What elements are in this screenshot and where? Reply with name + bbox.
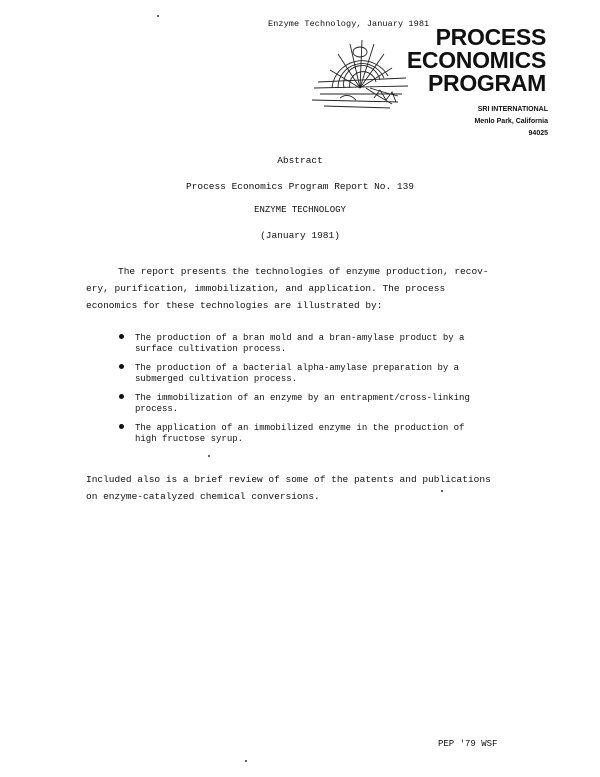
list-item <box>116 363 526 385</box>
organization-zip: 94025 <box>528 130 548 137</box>
report-date: (January 1981) <box>260 230 340 241</box>
paragraph-line: economics for these technologies are illustrated by: <box>86 300 383 311</box>
list-item-line: process. <box>135 404 179 414</box>
closing-paragraph <box>86 471 526 505</box>
list-item <box>116 333 526 355</box>
paragraph-line: The report presents the technologies of enzyme production, recov- <box>118 266 489 277</box>
intro-paragraph <box>86 263 516 314</box>
organization-address <box>420 104 548 140</box>
bullet-icon <box>119 394 124 399</box>
list-item-line: The immobilization of an enzyme by an entrapment/cross-linking <box>135 393 470 403</box>
scan-speck <box>208 455 210 457</box>
bullet-list <box>116 333 526 453</box>
scan-speck <box>441 490 443 492</box>
topic-title: ENZYME TECHNOLOGY <box>254 205 346 215</box>
globe-sunburst-logo-icon <box>310 30 410 110</box>
list-item <box>116 423 526 445</box>
program-name-line: ECONOMICS <box>406 47 546 73</box>
program-name-line: PROCESS <box>435 24 546 50</box>
list-item-line: The production of a bacterial alpha-amylase preparation by a <box>135 363 460 373</box>
paragraph-line: on enzyme-catalyzed chemical conversions. <box>86 491 320 502</box>
scan-speck <box>245 760 247 762</box>
paragraph-line: Included also is a brief review of some of the patents and publications <box>86 474 491 485</box>
report-title: Process Economics Program Report No. 139 <box>185 181 415 192</box>
list-item-line: surface cultivation process. <box>135 344 287 354</box>
list-item-line: The application of an immobilized enzyme in the production of <box>135 423 465 433</box>
list-item <box>116 393 526 415</box>
footer-code: PEP '79 WSF <box>438 739 498 749</box>
list-item-line: submerged cultivation process. <box>135 374 298 384</box>
bullet-icon <box>119 364 124 369</box>
bullet-icon <box>119 334 124 339</box>
program-name <box>398 26 546 95</box>
program-name-line: PROGRAM <box>427 70 546 96</box>
bullet-icon <box>119 424 124 429</box>
running-head: Enzyme Technology, January 1981 <box>268 19 430 29</box>
abstract-heading: Abstract <box>277 155 323 166</box>
list-item-line: The production of a bran mold and a bran-amylase product by a <box>135 333 465 343</box>
organization-name: SRI INTERNATIONAL <box>477 106 548 113</box>
list-item-line: high fructose syrup. <box>135 434 244 444</box>
organization-city: Menlo Park, California <box>474 118 548 125</box>
paragraph-line: ery, purification, immobilization, and application. The process <box>86 283 446 294</box>
scan-speck <box>157 15 159 17</box>
